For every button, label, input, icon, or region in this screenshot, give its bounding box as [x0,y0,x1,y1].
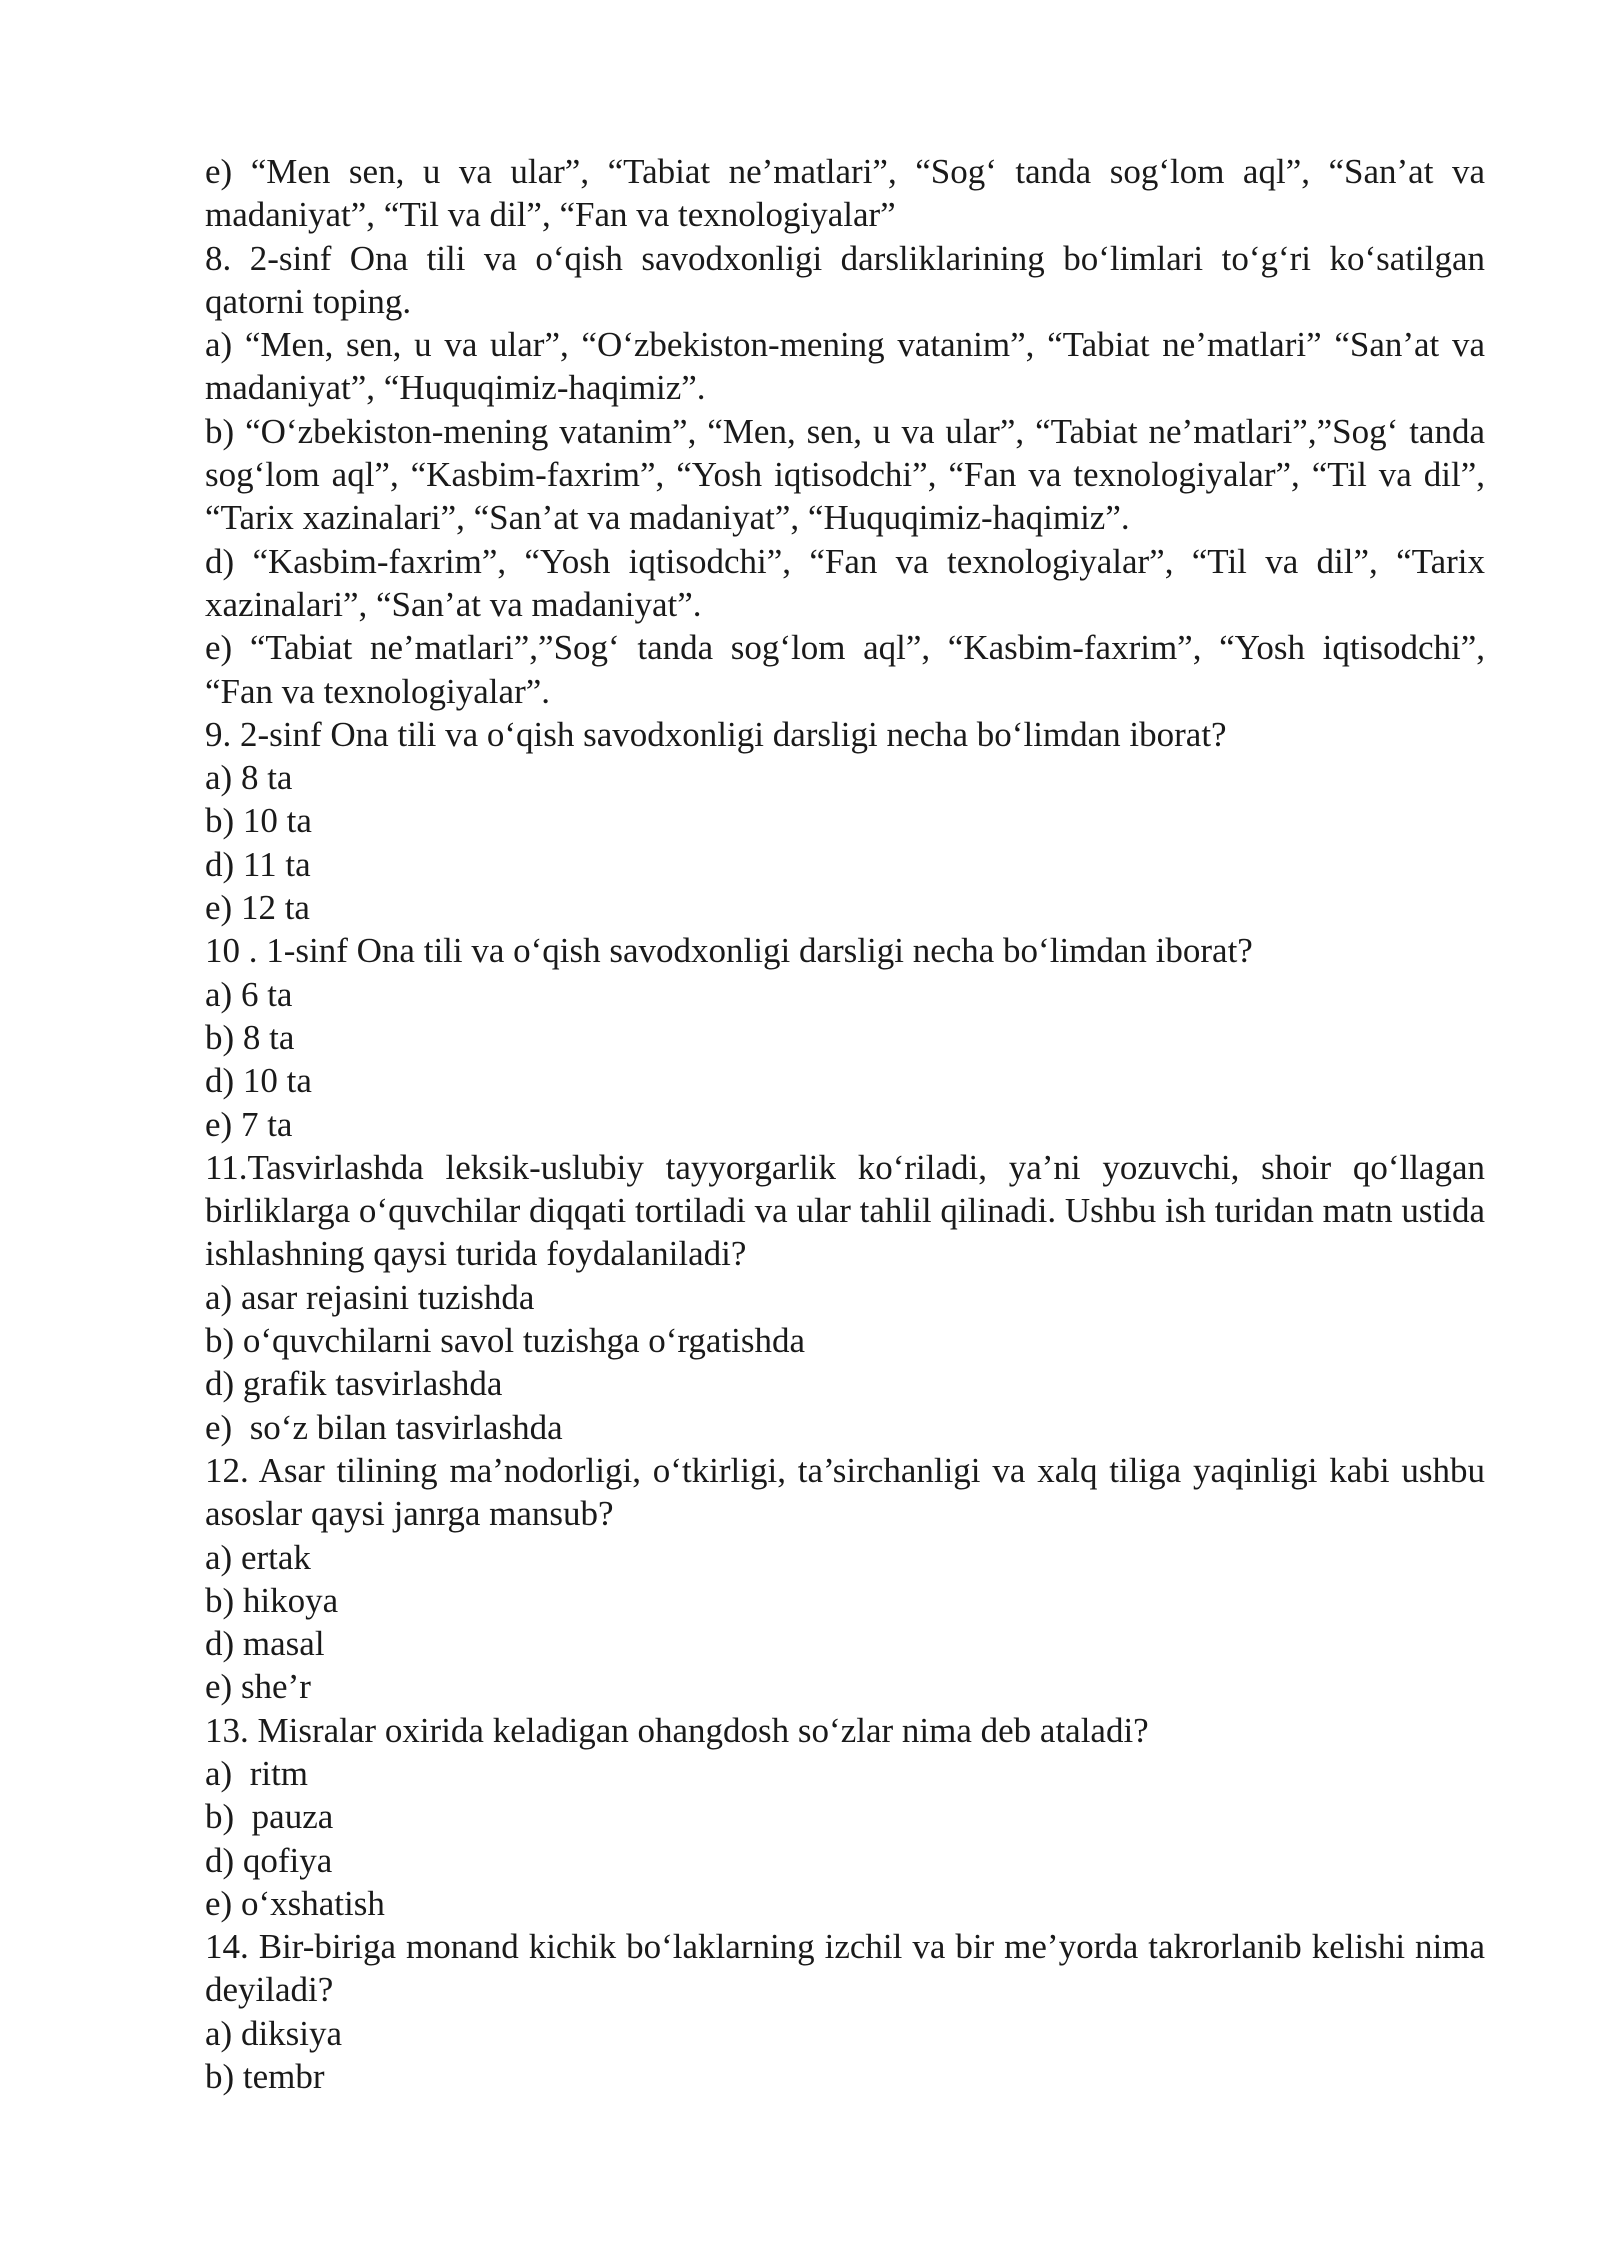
answer-option: b) 10 ta [205,801,312,841]
answer-option: a) 6 ta [205,974,293,1014]
question-text: d) “Kasbim-faxrim”, “Yosh iqtisodchi”, “Fan va texnologiyalar”, “Til va dil”, “Tarix xazinalari”, “San’at va madaniyat”. [205,541,1485,624]
question-text: 12. Asar tilining ma’nodorligi, o‘tkirligi, ta’sirchanligi va xalq tiliga yaqinligi kabi ushbu asoslar qaysi janrga mansub? [205,1450,1485,1534]
question-text: b) “O‘zbekiston-mening vatanim”, “Men, sen, u va ular”, “Tabiat ne’matlari”,”Sog‘ tanda sog‘lom aql”, “Kasbim-faxrim”, “Yosh iqtisodchi”, “Fan va texnologiyalar”, “Til va dil”, “Tarix xazinalari”, “San’at va madaniyat”, “Huquqimiz-haqimiz”. [205,411,1485,538]
question-text: 8. 2-sinf Ona tili va o‘qish savodxonligi darsliklarining bo‘limlari to‘g‘ri ko‘satilgan qatorni toping. [205,238,1485,321]
question-text: 10 . 1-sinf Ona tili va o‘qish savodxonligi darsligi necha bo‘limdan iborat? [205,931,1253,971]
answer-option: b) o‘quvchilarni savol tuzishga o‘rgatishda [205,1321,806,1361]
answer-option: a) ritm [205,1753,309,1793]
question-text: 14. Bir-biriga monand kichik bo‘laklarning izchil va bir me’yorda takrorlanib kelishi nima deyiladi? [205,1927,1485,2010]
answer-option: d) qofiya [205,1840,333,1880]
answer-option: b) hikoya [205,1580,339,1620]
answer-option: e) 12 ta [205,888,310,928]
answer-option: d) 11 ta [205,844,311,884]
question-text: e) “Tabiat ne’matlari”,”Sog‘ tanda sog‘lom aql”, “Kasbim-faxrim”, “Yosh iqtisodchi”, “Fan va texnologiyalar”. [205,628,1485,711]
question-text: 13. Misralar oxirida keladigan ohangdosh so‘zlar nima deb ataladi? [205,1710,1149,1750]
question-text: a) “Men, sen, u va ular”, “O‘zbekiston-mening vatanim”, “Tabiat ne’matlari” “San’at va madaniyat”, “Huquqimiz-haqimiz”. [205,325,1485,408]
answer-option: a) asar rejasini tuzishda [205,1277,535,1317]
answer-option: e) o‘xshatish [205,1883,385,1923]
question-text: 11.Tasvirlashda leksik-uslubiy tayyorgarlik ko‘riladi, ya’ni yozuvchi, shoir qo‘llagan birliklarga o‘quvchilar diqqati tortiladi va ular tahlil qilinadi. Ushbu ish turidan matn ustida ishlashning qaysi turida foydalaniladi? [205,1147,1485,1274]
question-text: 9. 2-sinf Ona tili va o‘qish savodxonligi darsligi necha bo‘limdan iborat? [205,714,1227,754]
answer-option: b) tembr [205,2057,325,2097]
answer-option: e) so‘z bilan tasvirlashda [205,1407,563,1447]
question-text: e) “Men sen, u va ular”, “Tabiat ne’matlari”, “Sog‘ tanda sog‘lom aql”, “San’at va madaniyat”, “Til va dil”, “Fan va texnologiyalar” [205,152,1485,235]
answer-option: d) masal [205,1624,325,1664]
document-body [205,150,1485,2098]
answer-option: a) ertak [205,1537,311,1577]
answer-option: e) 7 ta [205,1104,293,1144]
answer-option: e) she’r [205,1667,311,1707]
answer-option: d) grafik tasvirlashda [205,1364,503,1404]
answer-option: b) pauza [205,1797,334,1837]
answer-option: a) diksiya [205,2013,343,2053]
answer-option: b) 8 ta [205,1017,295,1057]
answer-option: a) 8 ta [205,758,293,798]
answer-option: d) 10 ta [205,1061,312,1101]
